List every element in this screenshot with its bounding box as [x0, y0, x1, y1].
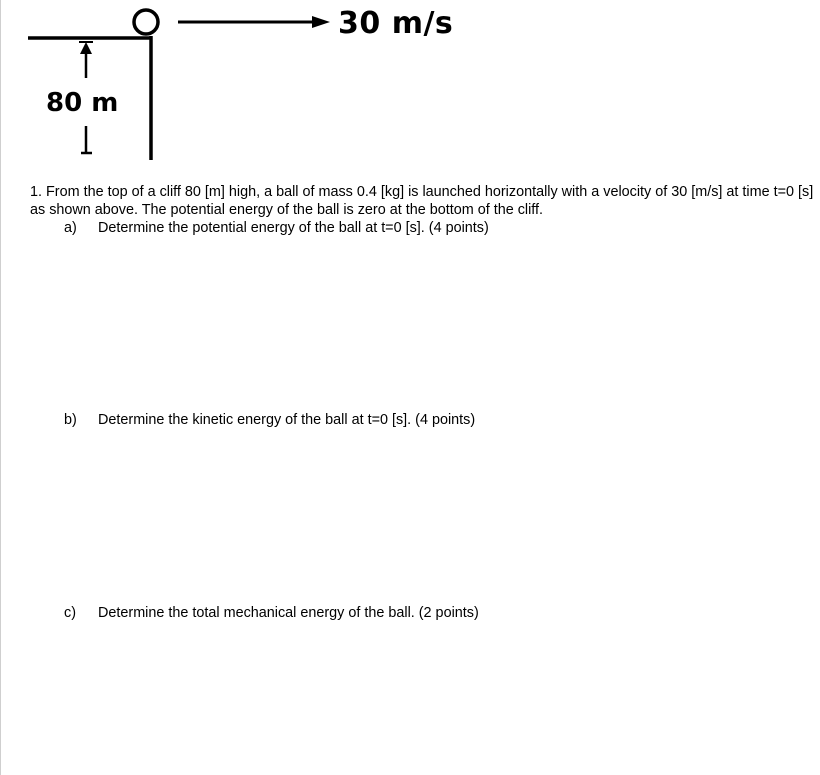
part-c-letter: c) [64, 605, 76, 621]
velocity-arrowhead-icon [312, 16, 330, 28]
part-a-text: Determine the potential energy of the ball at t=0 [s]. (4 points) [98, 220, 489, 236]
height-label: 80 m [46, 88, 119, 118]
part-c-text: Determine the total mechanical energy of the ball. (2 points) [98, 605, 479, 621]
part-b-text: Determine the kinetic energy of the ball at t=0 [s]. (4 points) [98, 412, 476, 428]
part-c [64, 604, 479, 622]
part-b-letter: b) [64, 412, 77, 428]
cliff-diagram [0, 0, 820, 170]
ball-icon [134, 10, 158, 34]
height-arrow-up-icon [80, 42, 92, 54]
problem-statement [30, 183, 816, 219]
problem-stem: 1. From the top of a cliff 80 [m] high, a ball of mass 0.4 [kg] is launched horizontally with a velocity of 30 [m/s] at time t=0 [s] as shown above. The potential energy of the ball is zero at the bottom of the cliff. [30, 184, 814, 218]
velocity-label: 30 m/s [338, 6, 454, 41]
part-a [64, 219, 489, 237]
part-b [64, 411, 475, 429]
part-a-letter: a) [64, 220, 77, 236]
